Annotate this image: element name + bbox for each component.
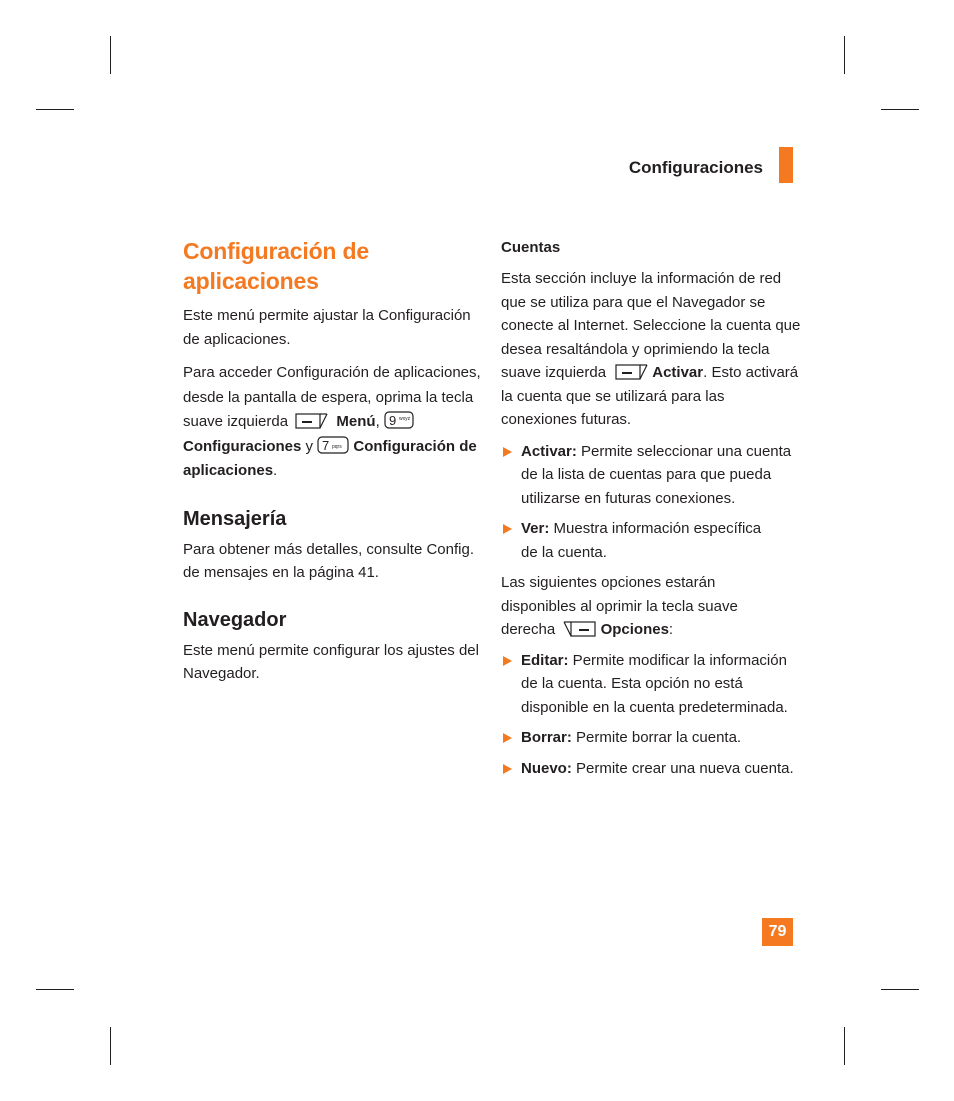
options-text: Las siguientes opciones estarán disponibles al oprimir la tecla suave derecha: [501, 574, 738, 638]
page-number: 79: [762, 918, 793, 946]
bullet-desc: Permite seleccionar una cuenta de la lista de cuentas para que pueda utilizarse en futuras conexiones.: [521, 442, 792, 507]
mensajeria-text: Para obtener más detalles, consulte Config. de mensajes en la página 41.: [183, 540, 474, 581]
section-title: Configuraciones: [628, 158, 763, 177]
config-apps-label: Configuración de aplicaciones: [183, 437, 477, 479]
cuentas-paragraph: [501, 267, 801, 432]
cuentas-text-2: . Esto activará la cuenta que se utilizará para las conexiones futuras.: [501, 364, 799, 428]
bullet-desc: Muestra información específica de la cuenta.: [521, 520, 762, 561]
activar-label: Activar: [652, 364, 704, 381]
bullet-activar: [501, 440, 801, 511]
bullet-term: Ver:: [521, 520, 550, 537]
svg-text:pqrs: pqrs: [332, 443, 342, 450]
intro-paragraph: Este menú permite ajustar la Configuración de aplicaciones.: [183, 307, 471, 348]
bullet-arrow-icon: [503, 447, 512, 457]
svg-text:wxyz: wxyz: [398, 416, 411, 422]
bullet-arrow-icon: [503, 524, 512, 534]
bullet-term: Borrar:: [521, 729, 572, 746]
seven-key-icon: [317, 436, 349, 454]
y-conjunction: y: [305, 437, 314, 455]
bullet-term: Nuevo:: [521, 759, 572, 777]
access-text: Para acceder Configuración de aplicaciones, desde la pantalla de espera, oprima la tecla suave izquierda: [183, 364, 481, 430]
cuentas-heading: Cuentas: [501, 239, 561, 256]
bullet-desc: Permite crear una nueva cuenta.: [571, 759, 794, 777]
left-soft-key-icon: [615, 364, 649, 380]
crop-mark: [110, 36, 111, 74]
bullet-term: Editar:: [521, 651, 569, 669]
svg-text:7: 7: [322, 437, 330, 453]
bullet-arrow-icon: [503, 764, 512, 774]
bullet-nuevo: [501, 757, 801, 781]
svg-text:9: 9: [388, 413, 397, 428]
page-title: Configuración de aplicaciones: [183, 238, 369, 294]
navegador-heading: Navegador: [183, 608, 287, 631]
right-soft-key-icon: [562, 621, 596, 637]
crop-mark: [110, 1027, 111, 1065]
bullet-editar: [501, 649, 801, 720]
mensajeria-heading: Mensajería: [183, 507, 287, 530]
crop-mark: [881, 109, 919, 110]
access-paragraph: [183, 361, 483, 484]
bullet-arrow-icon: [503, 733, 512, 743]
bullet-term: Activar:: [521, 442, 577, 460]
nine-key-icon: [384, 411, 414, 429]
period: .: [273, 462, 278, 479]
comma: ,: [375, 413, 380, 430]
crop-mark: [36, 109, 74, 110]
right-column: [501, 236, 801, 780]
bullet-borrar: [501, 726, 801, 750]
crop-mark: [844, 1027, 845, 1065]
bullet-desc: Permite modificar la información de la cuenta. Esta opción no está disponible en la cuenta predeterminada.: [521, 651, 788, 716]
cuentas-text: Esta sección incluye la información de red que se utiliza para que el Navegador se conecte al Internet. Seleccione la cuenta que desea resaltándola y oprimiendo la tecla suave izquierda: [501, 270, 801, 381]
configuraciones-label: Configuraciones: [183, 437, 302, 455]
crop-mark: [881, 989, 919, 990]
crop-mark: [36, 989, 74, 990]
left-column: [183, 236, 483, 686]
bullet-arrow-icon: [503, 656, 512, 666]
colon: :: [668, 621, 674, 638]
options-paragraph: [501, 571, 801, 642]
opciones-label: Opciones: [600, 621, 669, 638]
menu-label: Menú: [336, 413, 376, 430]
bullet-ver: [501, 517, 801, 564]
crop-mark: [844, 36, 845, 74]
navegador-text: Este menú permite configurar los ajustes del Navegador.: [183, 641, 479, 682]
left-soft-key-icon: [295, 413, 329, 429]
section-tab-marker: [779, 147, 793, 183]
bullet-desc: Permite borrar la cuenta.: [571, 729, 742, 746]
